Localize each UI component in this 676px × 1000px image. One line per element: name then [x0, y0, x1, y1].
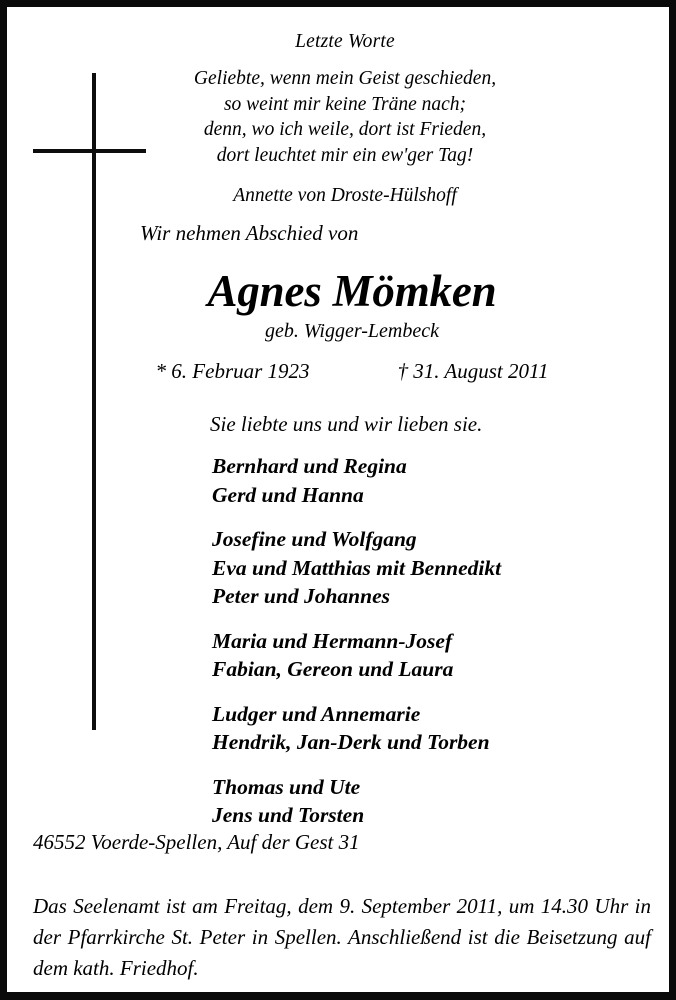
service-note: [33, 891, 651, 984]
service-note-text: Das Seelenamt ist am Freitag, dem 9. September 2011, um 14.30 Uhr in der Pfarrkirche St. Peter in Spellen. Anschließend ist die Beisetzung auf dem kath. Friedhof.: [33, 894, 651, 980]
poem-line: denn, wo ich weile, dort ist Frieden,: [203, 119, 487, 140]
deceased-maiden-name: geb. Wigger-Lembeck: [265, 320, 439, 342]
poem-line: so weint mir keine Träne nach;: [223, 93, 467, 115]
mourner-line: Hendrik, Jan-Derk und Torben: [212, 730, 490, 754]
death-date: 31. August 2011: [413, 359, 549, 383]
poem-block: [117, 29, 573, 209]
tribute-text: Sie liebte uns und wir lieben sie.: [210, 412, 483, 436]
mourner-line: Josefine und Wolfgang: [212, 527, 417, 551]
poem-body: [117, 66, 573, 168]
mourner-line: Bernhard und Regina: [212, 454, 407, 478]
mourner-line: Gerd und Hanna: [212, 482, 364, 507]
birth-date: 6. Februar 1923: [171, 359, 310, 383]
deceased-name-block: [67, 265, 637, 344]
poem-line: dort leuchtet mir ein ew'ger Tag!: [216, 144, 474, 166]
mourners-list: [212, 452, 642, 830]
address-text: 46552 Voerde-Spellen, Auf der Gest 31: [33, 830, 360, 854]
mourner-group: [212, 773, 642, 830]
mourner-group: [212, 627, 642, 684]
mourner-line: Eva und Matthias mit Bennedikt: [212, 555, 502, 580]
poem-heading: Letzte Worte: [295, 31, 395, 52]
life-dates: [67, 357, 637, 385]
mourner-line: Peter und Johannes: [212, 584, 391, 608]
deceased-name: Agnes Mömken: [207, 266, 497, 316]
birth-date-group: [156, 359, 310, 383]
mourner-line: Jens und Torsten: [212, 803, 365, 827]
poem-author: Annette von Droste-Hülshoff: [233, 185, 457, 206]
poem-line: Geliebte, wenn mein Geist geschieden,: [193, 68, 497, 89]
birth-symbol-icon: *: [155, 359, 167, 383]
death-date-group: [398, 359, 549, 383]
mourner-line: Thomas und Ute: [212, 774, 361, 799]
farewell-text: Wir nehmen Abschied von: [140, 221, 359, 245]
mourner-group: [212, 700, 642, 757]
cross-vertical-bar: [92, 73, 96, 730]
mourner-line: Ludger und Annemarie: [212, 701, 421, 726]
obituary-notice: [7, 7, 669, 992]
mourner-group: [212, 525, 642, 611]
death-cross-symbol-icon: †: [397, 359, 409, 383]
mourner-line: Maria und Hermann-Josef: [212, 628, 453, 653]
mourner-group: [212, 452, 642, 509]
mourner-line: Fabian, Gereon und Laura: [212, 657, 454, 681]
